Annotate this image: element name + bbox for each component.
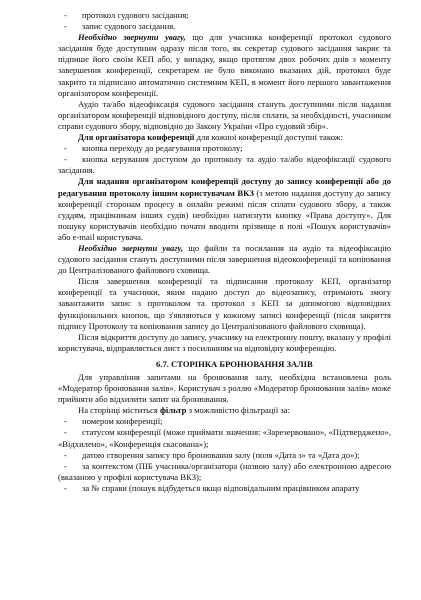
list-item: - запис судового засідання. <box>64 21 176 32</box>
dash-glyph: - <box>64 460 67 471</box>
list-item: - за № справи (пошук відбудеться якщо відповідальним працівником апарату <box>64 482 360 493</box>
section-heading: 6.7. СТОРІНКА БРОНЮВАННЯ ЗАЛІВ <box>156 358 313 369</box>
list-item: - кнопка переходу до редагування протоколу; <box>64 143 243 154</box>
note-paragraph: Необхідно звернути увагу, що файли та посилання на аудіо та відеофіксацію судового засідання стануть доступними після завершення відеоконференції та копіювання до Централізованого файлового сховища. <box>58 242 391 276</box>
dash-glyph: - <box>64 449 67 460</box>
roles-paragraph: Для управління запитами на бронювання залу, необхідна встановлена роль «Модератор бронювання залів». Користувач з роллю «Модератор бронювання залів» може прийняти або відхилити запит на бронювання. <box>58 372 391 405</box>
audio-paragraph: Аудіо та/або відеофіксація судового засідання стануть доступними після надання організатором конференції відповідного доступу, після сплати, за необхідності, учасником справи судового збору, відповідно до Закону України «Про судовий збір». <box>58 98 391 131</box>
list-item: - номером конференції; <box>64 416 163 427</box>
organizer-paragraph: Для організатора конференції для кожної конференції доступні також: <box>78 132 343 143</box>
email-paragraph: Після відкриття доступу до запису, учаснику на електронну пошту, вказану у профілі користувача, відправляється лист з посиланням на відповідну конференцію. <box>58 331 391 353</box>
list-item: - за контекстом (ПІБ учасника/організатора (назвою залу) або електронною адресою (вказаною у профілі користувача ВКЗ); <box>58 460 391 482</box>
note-paragraph: Необхідно звернути увагу, що для учасника конференції протокол судового засідання буде доступним одразу після того, як секретар судового засідання закриє та підпише його своїм КЕП або, у випадку, якщо протягом двох робочих днів з моменту завершення конференції, секретарем не було виконано вказаних дій, протокол буде закрито та підписано автоматично системним КЕП, в момент його першого завантаження організатором конференції. <box>58 32 391 98</box>
dash-glyph: - <box>64 10 67 20</box>
dash-glyph: - <box>64 482 67 493</box>
after-paragraph: Після завершення конференції та підписання протоколу КЕП, організатор конференції та учасники, яким надано доступ до відеозапису, отримають змогу завантажити запис з протоколом та протокол з КЕП за допомогою відповідних функціональних кнопок, що з'являються у кожному записі конференції (після закриття підпису Протоколу та копіювання запису до Централізованого файлового сховища). <box>58 276 391 331</box>
list-item: - кнопка керування доступом до протоколу та аудіо та/або відеофіксації судового засідання. <box>58 154 391 176</box>
note-lead: Необхідно звернути увагу, <box>78 242 184 253</box>
access-lead: Для надання організатором конференції доступу до запису конференції або до редагування протоколу іншим користувачам ВКЗ <box>58 176 391 198</box>
filter-paragraph: На сторінці міститься фільтр з можливістю фільтрації за: <box>78 405 290 416</box>
dash-glyph: - <box>64 427 67 438</box>
dash-glyph: - <box>64 143 67 154</box>
dash-glyph: - <box>64 416 67 427</box>
list-item: - статусом конференції (може приймати значення: «Зарезервовано», «Підтверджено», «Відхилено», «Конференція скасована»); <box>58 427 391 449</box>
filter-lead: фільтр <box>159 405 187 416</box>
dash-glyph: - <box>64 154 67 165</box>
organizer-lead: Для організатора конференції <box>78 132 195 143</box>
access-paragraph: Для надання організатором конференції доступу до запису конференції або до редагування протоколу іншим користувачам ВКЗ (з метою надання доступу до запису конференції сторонам процесу в онлайн режимі після сплати судового збору, а також суддям, працівникам інших судів) необхідно натиснути кнопку «Права доступу». Для пошуку користувачів необхідно почати вводити прізвище в полі «Пошук користувачів» або e-mail користувача. <box>58 176 391 242</box>
list-item: - датою створення запису про бронювання залу (поля «Дата з» та «Дата до»); <box>64 449 360 460</box>
note-lead: Необхідно звернути увагу, <box>78 32 186 43</box>
list-item: - протокол судового засідання; <box>64 10 189 20</box>
dash-glyph: - <box>64 21 67 32</box>
